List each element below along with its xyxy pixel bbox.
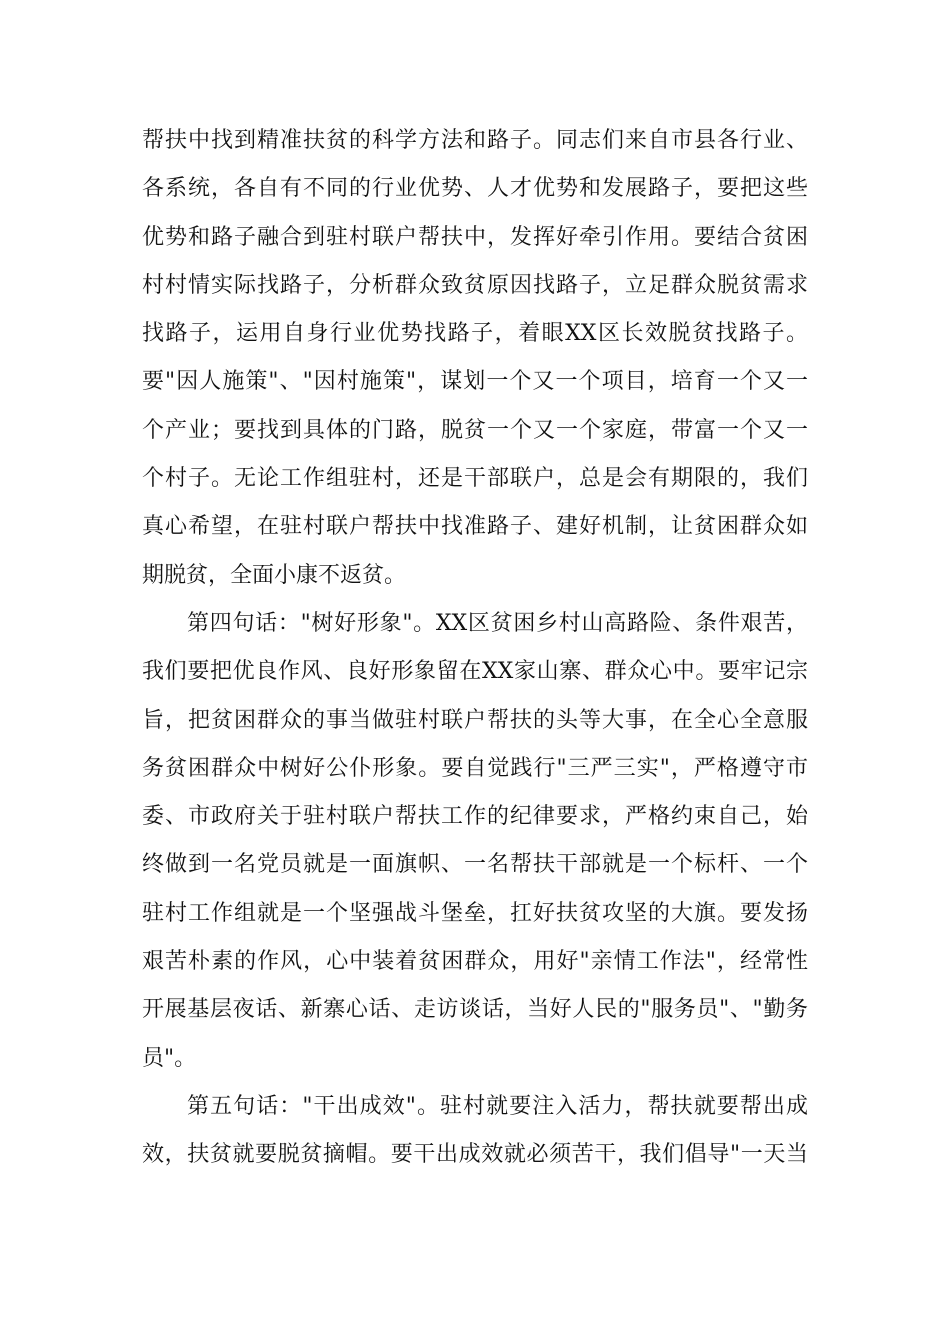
text-line: 旨，把贫困群众的事当做驻村联户帮扶的头等大事，在全心全意服	[142, 707, 808, 733]
paragraph	[142, 1083, 808, 1180]
text-line: 真心希望，在驻村联户帮扶中找准路子、建好机制，让贫困群众如	[142, 514, 808, 540]
paragraph	[142, 117, 808, 600]
text-line: 要"因人施策"、"因村施策"，谋划一个又一个项目，培育一个又一	[142, 369, 808, 395]
text-line: 村村情实际找路子，分析群众致贫原因找路子，立足群众脱贫需求	[142, 272, 808, 298]
text-line: 委、市政府关于驻村联户帮扶工作的纪律要求，严格约束自己，始	[142, 804, 808, 830]
text-line: 开展基层夜话、新寨心话、走访谈话，当好人民的"服务员"、"勤务	[142, 997, 808, 1023]
text-line: 员"。	[142, 1045, 197, 1071]
text-line: 各系统，各自有不同的行业优势、人才优势和发展路子，要把这些	[142, 176, 808, 202]
text-line: 第五句话："干出成效"。驻村就要注入活力，帮扶就要帮出成	[187, 1093, 808, 1119]
text-line: 我们要把优良作风、良好形象留在XX家山寨、群众心中。要牢记宗	[142, 659, 808, 685]
text-line: 个村子。无论工作组驻村，还是干部联户，总是会有期限的，我们	[142, 466, 808, 492]
text-line: 找路子，运用自身行业优势找路子，着眼XX区长效脱贫找路子。	[142, 321, 808, 347]
text-line: 效，扶贫就要脱贫摘帽。要干出成效就必须苦干，我们倡导"一天当	[142, 1142, 808, 1168]
text-line: 第四句话："树好形象"。XX区贫困乡村山高路险、条件艰苦，	[187, 610, 808, 636]
text-line: 艰苦朴素的作风，心中装着贫困群众，用好"亲情工作法"，经常性	[142, 949, 808, 975]
text-line: 帮扶中找到精准扶贫的科学方法和路子。同志们来自市县各行业、	[142, 128, 808, 153]
text-line: 务贫困群众中树好公仆形象。要自觉践行"三严三实"，严格遵守市	[142, 755, 808, 781]
text-line: 终做到一名党员就是一面旗帜、一名帮扶干部就是一个标杆、一个	[142, 852, 808, 878]
text-line: 驻村工作组就是一个坚强战斗堡垒，扛好扶贫攻坚的大旗。要发扬	[142, 900, 808, 926]
text-line: 个产业；要找到具体的门路，脱贫一个又一个家庭，带富一个又一	[142, 417, 808, 443]
paragraph	[142, 600, 808, 1083]
document-body	[142, 117, 808, 1180]
text-line: 优势和路子融合到驻村联户帮扶中，发挥好牵引作用。要结合贫困	[142, 224, 808, 250]
text-line: 期脱贫，全面小康不返贫。	[142, 562, 407, 588]
